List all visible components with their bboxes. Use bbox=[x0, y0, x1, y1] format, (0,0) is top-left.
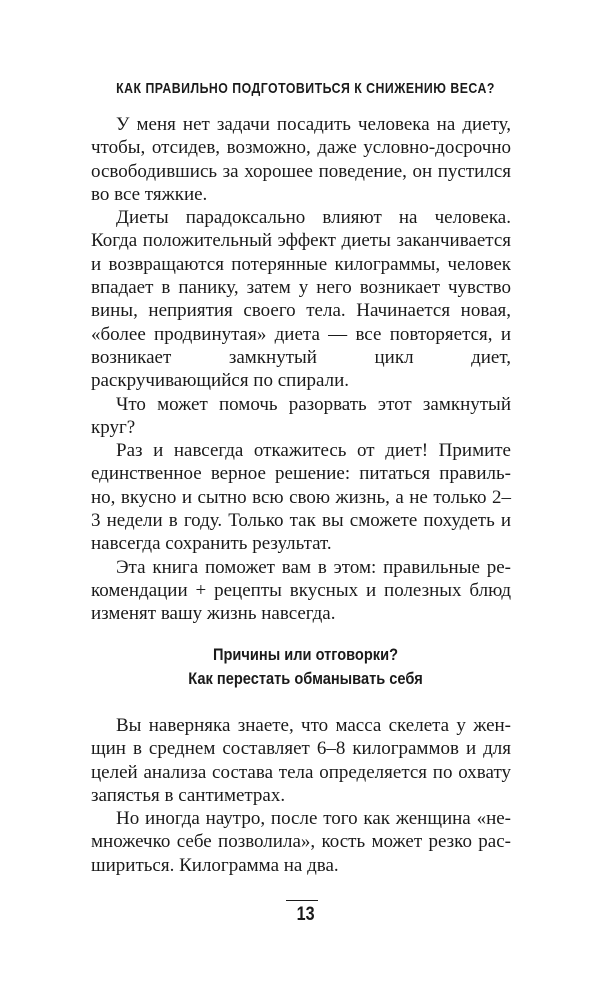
body-text-bottom bbox=[91, 714, 511, 877]
section-heading bbox=[0, 643, 611, 691]
paragraph: Но иногда наутро, после того как женщина «немножечко себе позволила», кость может резко расшириться. Килограмма на два. bbox=[91, 808, 511, 876]
paragraph: Эта книга поможет вам в этом: правильные рекомендации + рецепты вкусных и полезных блюд изменят вашу жизнь навсегда. bbox=[91, 556, 511, 625]
paragraph: Вы наверняка знаете, что масса скелета у женщин в среднем составляет 6–8 килограммов и для целей анализа состава тела определяется по охвату запястья в сантиметрах. bbox=[91, 715, 511, 806]
paragraph: Раз и навсегда откажитесь от диет! Примите единственное верное решение: питаться правильно, вкусно и сытно всю свою жизнь, а не только 2–3 недели в году. Только так вы сможете похудеть и навсегда сохранить результат. bbox=[91, 440, 511, 555]
page-number-rule bbox=[286, 900, 318, 901]
body-text-top bbox=[91, 113, 511, 626]
section-heading-line-1: Причины или отговорки? bbox=[212, 645, 399, 664]
paragraph: У меня нет задачи посадить человека на диету, чтобы, отсидев, возможно, даже условно-досрочно освободившись за хорошее поведение, он пустился во все тяжкие. bbox=[91, 114, 511, 205]
section-heading-line-2: Как перестать обманывать себя bbox=[188, 669, 423, 688]
running-head: КАК ПРАВИЛЬНО ПОДГОТОВИТЬСЯ К СНИЖЕНИЮ ВЕСА? bbox=[116, 80, 495, 97]
page-number bbox=[0, 904, 611, 926]
paragraph: Что может помочь разорвать этот замкнутый круг? bbox=[91, 393, 511, 438]
page-number-text: 13 bbox=[296, 904, 315, 925]
paragraph: Диеты парадоксально влияют на человека. Когда положительный эффект диеты заканчивается и возвращаются потерянные килограммы, человек впадает в панику, затем у него возникает чувство вины, неприятия своего тела. Начинается новая, «более продвинутая» диета — все повторяется, и возникает замкнутый цикл диет, раскручивающийся по спирали. bbox=[91, 207, 511, 392]
